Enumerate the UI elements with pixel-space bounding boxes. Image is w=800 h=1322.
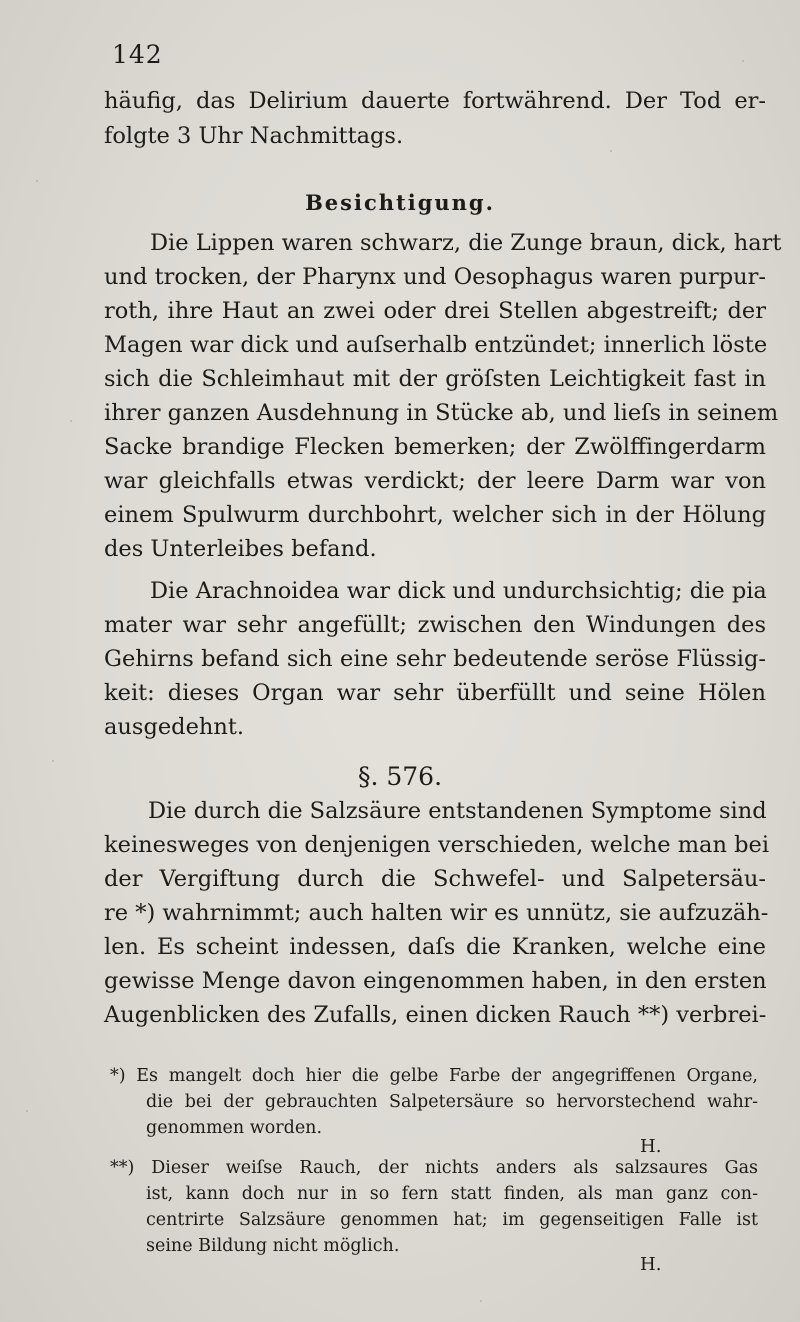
text-line: häufig, das Delirium dauerte fortwährend. Der Tod er-: [104, 88, 766, 114]
text-line: roth, ihre Haut an zwei oder drei Stellen abgestreift; der: [104, 298, 766, 324]
paper-speck: [36, 180, 38, 182]
text-line: einem Spulwurm durchbohrt, welcher sich in der Hölung: [104, 502, 766, 528]
paper-speck: [610, 150, 612, 152]
footnote-signature: H.: [640, 1254, 662, 1275]
text-line: folgte 3 Uhr Nachmittags.: [104, 123, 404, 149]
text-line: Augenblicken des Zufalls, einen dicken Rauch **) verbrei-: [104, 1002, 767, 1028]
paper-speck: [26, 1110, 28, 1112]
text-line: des Unterleibes befand.: [104, 536, 377, 562]
text-line: Magen war dick und auſserhalb entzündet; innerlich löste: [104, 332, 768, 358]
text-line: keit: dieses Organ war sehr überfüllt und seine Hölen: [104, 680, 766, 706]
paper-speck: [70, 420, 72, 422]
paper-speck: [742, 60, 744, 62]
section-heading: Besichtigung.: [305, 190, 495, 215]
text-line: Gehirns befand sich eine sehr bedeutende seröse Flüssig-: [104, 646, 766, 672]
page-number: 142: [112, 40, 163, 69]
footnote-line: genommen worden.: [146, 1118, 323, 1138]
footnote-line: seine Bildung nicht möglich.: [146, 1236, 400, 1256]
text-line: sich die Schleimhaut mit der gröſsten Leichtigkeit fast in: [104, 366, 766, 392]
text-line: Die Arachnoidea war dick und undurchsichtig; die pia: [150, 578, 767, 604]
text-line: gewisse Menge davon eingenommen haben, in den ersten: [104, 968, 767, 994]
text-line: mater war sehr angefüllt; zwischen den Windungen des: [104, 612, 766, 638]
section-number: §. 576.: [357, 762, 443, 791]
text-line: keinesweges von denjenigen verschieden, welche man bei: [104, 832, 770, 858]
footnote-line: **) Dieser weiſse Rauch, der nichts anders als salzsaures Gas: [110, 1158, 758, 1178]
footnote-line: ist, kann doch nur in so fern statt finden, als man ganz con-: [146, 1184, 758, 1204]
text-line: ihrer ganzen Ausdehnung in Stücke ab, und lieſs in seinem: [104, 400, 779, 426]
text-line: ausgedehnt.: [104, 714, 245, 740]
text-line: war gleichfalls etwas verdickt; der leere Darm war von: [104, 468, 766, 494]
footnote-line: centrirte Salzsäure genommen hat; im gegenseitigen Falle ist: [146, 1210, 758, 1230]
text-line: Sacke brandige Flecken bemerken; der Zwölffingerdarm: [104, 434, 766, 460]
footnote-line: *) Es mangelt doch hier die gelbe Farbe der angegriffenen Organe,: [110, 1066, 758, 1086]
text-line: len. Es scheint indessen, daſs die Kranken, welche eine: [104, 934, 766, 960]
paper-speck: [480, 1300, 482, 1302]
paper-speck: [52, 760, 54, 762]
text-line: und trocken, der Pharynx und Oesophagus waren purpur-: [104, 264, 766, 290]
text-line: Die Lippen waren schwarz, die Zunge braun, dick, hart: [150, 230, 782, 256]
text-line: Die durch die Salzsäure entstandenen Symptome sind: [148, 798, 767, 824]
text-line: re *) wahrnimmt; auch halten wir es unnütz, sie aufzuzäh-: [104, 900, 769, 926]
footnote-signature: H.: [640, 1136, 662, 1157]
footnote-line: die bei der gebrauchten Salpetersäure so hervorstechend wahr-: [146, 1092, 758, 1112]
text-line: der Vergiftung durch die Schwefel- und Salpetersäu-: [104, 866, 766, 892]
